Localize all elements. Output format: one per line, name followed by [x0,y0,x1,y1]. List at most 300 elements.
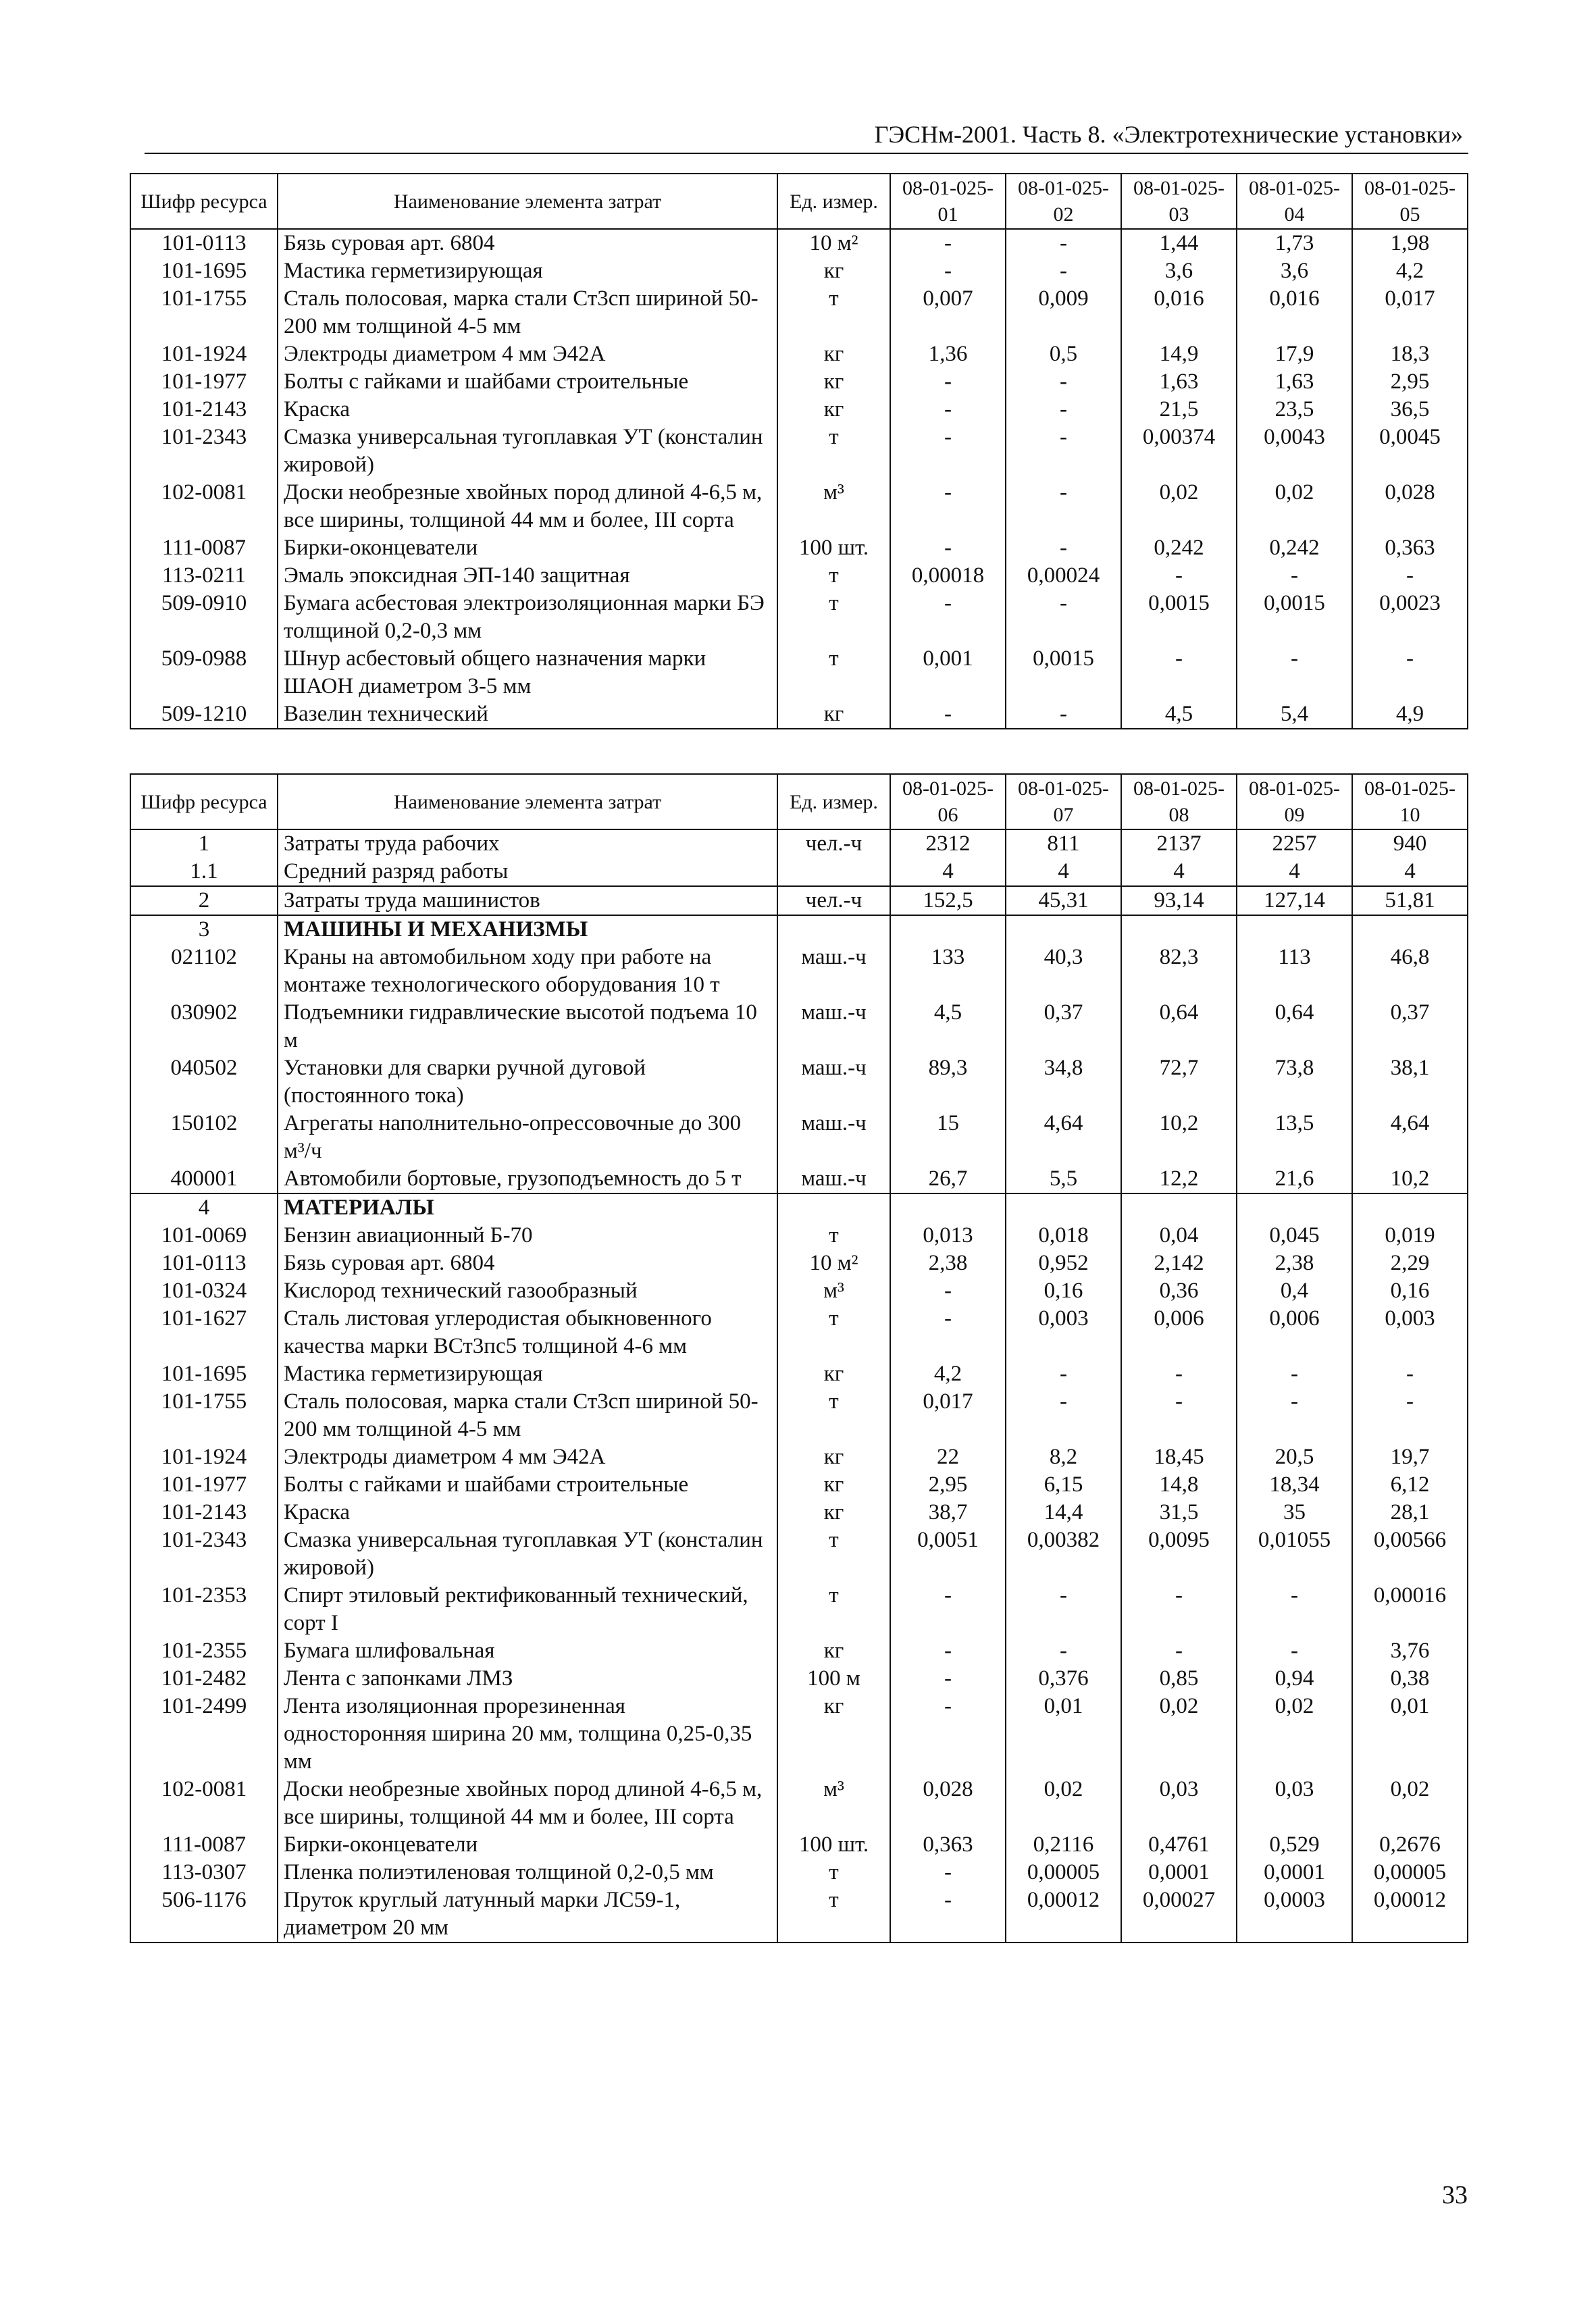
resource-name: Вазелин технический [278,700,777,729]
rate-value: 4 [890,858,1006,886]
rate-value: - [890,257,1006,285]
rate-value: 0,0015 [1237,590,1352,645]
rate-value: 1,73 [1237,229,1352,257]
table-row [130,886,1468,915]
rate-value: 93,14 [1121,886,1237,915]
resource-name: Затраты труда рабочих [278,829,777,858]
rate-value: 21,6 [1237,1165,1352,1193]
rate-value: 0,007 [890,285,1006,340]
rate-value: 2,29 [1352,1250,1468,1277]
rate-value: 18,45 [1121,1443,1237,1471]
rate-value: 0,64 [1237,999,1352,1054]
rate-value: - [1006,700,1121,729]
rate-value: - [1006,1388,1121,1443]
resource-name: Бензин авиационный Б-70 [278,1222,777,1250]
rate-value: 940 [1352,829,1468,858]
rate-value: - [890,700,1006,729]
resource-name: Электроды диаметром 4 мм Э42А [278,340,777,368]
rate-value: 10,2 [1121,1110,1237,1165]
unit: т [777,1526,890,1582]
rate-value: 0,003 [1352,1305,1468,1360]
table-row [130,1859,1468,1886]
resource-name: Кислород технический газообразный [278,1277,777,1305]
rate-value: 0,02 [1237,1693,1352,1776]
resource-name: Доски необрезные хвойных пород длиной 4-6,5 м, все ширины, толщиной 44 мм и более, III сорта [278,1776,777,1831]
rate-value [890,1193,1006,1222]
unit: т [777,1222,890,1250]
rate-value: 0,03 [1121,1776,1237,1831]
rate-value: 0,16 [1006,1277,1121,1305]
resource-name: Средний разряд работы [278,858,777,886]
rate-value: 4,64 [1006,1110,1121,1165]
resource-name: Мастика герметизирующая [278,1360,777,1388]
rate-value: 1,63 [1237,368,1352,396]
rate-value: 0,006 [1121,1305,1237,1360]
rate-value: 0,0051 [890,1526,1006,1582]
rate-value: 6,15 [1006,1471,1121,1499]
rate-value: 0,0095 [1121,1526,1237,1582]
resource-name: Сталь полосовая, марка стали Ст3сп шириной 50-200 мм толщиной 4-5 мм [278,285,777,340]
rate-value: - [890,1859,1006,1886]
unit [777,915,890,944]
rate-value: - [1237,1360,1352,1388]
rate-value: 31,5 [1121,1499,1237,1526]
rate-value: 113 [1237,944,1352,999]
resource-code: 400001 [130,1165,278,1193]
rate-value: 0,00382 [1006,1526,1121,1582]
unit: кг [777,1360,890,1388]
resource-name: Подъемники гидравлические высотой подъема 10 м [278,999,777,1054]
rate-value: 0,0043 [1237,423,1352,479]
resource-code: 150102 [130,1110,278,1165]
resource-name: Бирки-оконцеватели [278,1831,777,1859]
column-header-rate-code: 08-01-025-07 [1006,774,1121,829]
column-header-unit: Ед. измер. [777,174,890,229]
rate-value [1237,1193,1352,1222]
unit: кг [777,368,890,396]
rate-value: 14,4 [1006,1499,1121,1526]
resource-name: Автомобили бортовые, грузоподъемность до 5 т [278,1165,777,1193]
resource-name: Бирки-оконцеватели [278,534,777,562]
resource-code: 101-2355 [130,1637,278,1665]
resource-name: Пленка полиэтиленовая толщиной 0,2-0,5 мм [278,1859,777,1886]
unit: маш.-ч [777,944,890,999]
rate-value [1006,915,1121,944]
resource-code: 509-1210 [130,700,278,729]
rate-value [1352,1193,1468,1222]
rate-value: 0,0015 [1121,590,1237,645]
table-row [130,829,1468,858]
rate-value: 0,363 [1352,534,1468,562]
rate-value: - [890,1886,1006,1943]
rate-value: 2,95 [890,1471,1006,1499]
rate-value: - [1006,1360,1121,1388]
resource-name: Электроды диаметром 4 мм Э42А [278,1443,777,1471]
rate-value: - [1006,229,1121,257]
rate-value: 0,00005 [1352,1859,1468,1886]
rate-value: - [890,1637,1006,1665]
rate-value: 0,0045 [1352,423,1468,479]
rate-value: 4,9 [1352,700,1468,729]
rate-value: - [890,479,1006,534]
rate-value: 0,003 [1006,1305,1121,1360]
resource-code: 040502 [130,1054,278,1110]
column-header-rate-code: 08-01-025-10 [1352,774,1468,829]
rate-value: - [890,534,1006,562]
rate-value: 5,5 [1006,1165,1121,1193]
resource-code: 101-2499 [130,1693,278,1776]
rate-value: - [890,396,1006,423]
rate-value: 0,0001 [1237,1859,1352,1886]
rate-value: 0,019 [1352,1222,1468,1250]
rate-value: - [1121,1388,1237,1443]
rate-value: - [1121,1360,1237,1388]
resource-code: 021102 [130,944,278,999]
unit: кг [777,1499,890,1526]
rate-value: 8,2 [1006,1443,1121,1471]
resource-code: 101-1627 [130,1305,278,1360]
unit: т [777,1859,890,1886]
page-header [145,113,1468,154]
table-row [130,368,1468,396]
rate-value: 0,018 [1006,1222,1121,1250]
unit: т [777,1582,890,1637]
rate-value: 51,81 [1352,886,1468,915]
rate-value: - [1352,1388,1468,1443]
resource-table-1 [130,173,1468,729]
rate-value: 0,64 [1121,999,1237,1054]
rate-value [1237,915,1352,944]
rate-value: - [1237,1637,1352,1665]
column-header-rate-code: 08-01-025-04 [1237,174,1352,229]
column-header-code: Шифр ресурса [130,174,278,229]
rate-value: 133 [890,944,1006,999]
rate-value: 38,1 [1352,1054,1468,1110]
rate-value: 4 [1006,858,1121,886]
rate-value: - [1352,562,1468,590]
rate-value: 12,2 [1121,1165,1237,1193]
resource-code: 101-2343 [130,1526,278,1582]
rate-value: 2,95 [1352,368,1468,396]
unit: маш.-ч [777,999,890,1054]
rate-value: 0,376 [1006,1665,1121,1693]
unit: чел.-ч [777,886,890,915]
rate-value: 4,5 [1121,700,1237,729]
rate-value: 36,5 [1352,396,1468,423]
rate-value: 28,1 [1352,1499,1468,1526]
rate-value: 35 [1237,1499,1352,1526]
resource-code: 101-2343 [130,423,278,479]
rate-value: 0,38 [1352,1665,1468,1693]
resource-code: 101-0069 [130,1222,278,1250]
rate-value: 14,9 [1121,340,1237,368]
unit: 10 м² [777,229,890,257]
resource-name: Мастика герметизирующая [278,257,777,285]
resource-code: 1 [130,829,278,858]
rate-value: - [890,1305,1006,1360]
resource-name: Краска [278,396,777,423]
rate-value: 0,0023 [1352,590,1468,645]
resource-name: Пруток круглый латунный марки ЛС59-1, диаметром 20 мм [278,1886,777,1943]
rate-value: 0,01 [1006,1693,1121,1776]
resource-code: 509-0910 [130,590,278,645]
unit: т [777,285,890,340]
column-header-rate-code: 08-01-025-01 [890,174,1006,229]
rate-value: - [1006,368,1121,396]
rate-value: 73,8 [1237,1054,1352,1110]
rate-value: - [1006,590,1121,645]
rate-value: 0,36 [1121,1277,1237,1305]
rate-value: 26,7 [890,1165,1006,1193]
unit: кг [777,257,890,285]
resource-code: 101-1977 [130,368,278,396]
table-row [130,1582,1468,1637]
table-row [130,1776,1468,1831]
rate-value: 0,017 [1352,285,1468,340]
rate-value: 10,2 [1352,1165,1468,1193]
rate-value: 0,363 [890,1831,1006,1859]
rate-value: - [1237,1388,1352,1443]
rate-value: 0,02 [1121,1693,1237,1776]
rate-value: 0,5 [1006,340,1121,368]
resource-code: 113-0307 [130,1859,278,1886]
resource-code: 101-1924 [130,1443,278,1471]
rate-value: 19,7 [1352,1443,1468,1471]
unit: маш.-ч [777,1054,890,1110]
table-row [130,534,1468,562]
rate-value: 40,3 [1006,944,1121,999]
table-row [130,944,1468,999]
rate-value: 0,2676 [1352,1831,1468,1859]
rate-value: - [1237,562,1352,590]
rate-value: 0,4 [1237,1277,1352,1305]
table-row [130,1443,1468,1471]
table-row [130,285,1468,340]
rate-value: 152,5 [890,886,1006,915]
rate-value: 0,85 [1121,1665,1237,1693]
rate-value: 1,36 [890,340,1006,368]
rate-value: 0,37 [1352,999,1468,1054]
table-row [130,590,1468,645]
rate-value: 2,38 [890,1250,1006,1277]
rate-value: 0,0003 [1237,1886,1352,1943]
rate-value: 0,04 [1121,1222,1237,1250]
unit: кг [777,340,890,368]
page-header-title: ГЭСНм-2001. Часть 8. «Электротехнические установки» [874,121,1463,148]
table-row [130,1693,1468,1776]
rate-value: 811 [1006,829,1121,858]
rate-value: 127,14 [1237,886,1352,915]
unit: м³ [777,1776,890,1831]
unit: 100 м [777,1665,890,1693]
unit: т [777,562,890,590]
rate-value: 0,00374 [1121,423,1237,479]
resource-code: 101-1695 [130,257,278,285]
resource-code: 101-1695 [130,1360,278,1388]
unit: т [777,423,890,479]
table-row [130,1222,1468,1250]
rate-value: 0,2116 [1006,1831,1121,1859]
resource-code: 111-0087 [130,1831,278,1859]
rate-value: - [1006,1637,1121,1665]
resource-name: Краска [278,1499,777,1526]
rate-value: - [1006,257,1121,285]
rate-value: 0,013 [890,1222,1006,1250]
unit: чел.-ч [777,829,890,858]
table-row [130,257,1468,285]
resource-code: 113-0211 [130,562,278,590]
table-row [130,1665,1468,1693]
rate-value: 1,44 [1121,229,1237,257]
rate-value: 0,00024 [1006,562,1121,590]
unit: 100 шт. [777,534,890,562]
rate-value: - [890,1277,1006,1305]
table-row [130,1499,1468,1526]
rate-value: 0,00016 [1352,1582,1468,1637]
resource-code: 2 [130,886,278,915]
unit: т [777,1388,890,1443]
table-row [130,479,1468,534]
table-row [130,340,1468,368]
resource-name: МАТЕРИАЛЫ [278,1193,777,1222]
resource-code: 101-1755 [130,1388,278,1443]
rate-value: - [1006,423,1121,479]
rate-value: 0,4761 [1121,1831,1237,1859]
rate-value: 0,0001 [1121,1859,1237,1886]
resource-name: Бумага асбестовая электроизоляционная марки БЭ толщиной 0,2-0,3 мм [278,590,777,645]
rate-value: - [1121,1637,1237,1665]
rate-value: 3,6 [1237,257,1352,285]
resource-name: Бязь суровая арт. 6804 [278,229,777,257]
rate-value: 4,64 [1352,1110,1468,1165]
unit: кг [777,1443,890,1471]
rate-value: 38,7 [890,1499,1006,1526]
rate-value: 2137 [1121,829,1237,858]
rate-value: 0,016 [1121,285,1237,340]
table-row [130,1886,1468,1943]
table-row [130,1054,1468,1110]
rate-value: 2,38 [1237,1250,1352,1277]
rate-value [1121,915,1237,944]
table-row [130,1831,1468,1859]
resource-name: Бумага шлифовальная [278,1637,777,1665]
table-row [130,858,1468,886]
resource-name: Установки для сварки ручной дуговой (постоянного тока) [278,1054,777,1110]
table-row [130,645,1468,700]
rate-value: - [1237,1582,1352,1637]
rate-value: - [1121,562,1237,590]
table-row [130,423,1468,479]
resource-name: Шнур асбестовый общего назначения марки ШАОН диаметром 3-5 мм [278,645,777,700]
rate-value: 0,02 [1006,1776,1121,1831]
rate-value: 20,5 [1237,1443,1352,1471]
table-row [130,229,1468,257]
unit: м³ [777,1277,890,1305]
rate-value: 0,016 [1237,285,1352,340]
unit: кг [777,1637,890,1665]
resource-name: Смазка универсальная тугоплавкая УТ (консталин жировой) [278,1526,777,1582]
rate-value: 4 [1237,858,1352,886]
column-header-rate-code: 08-01-025-05 [1352,174,1468,229]
resource-code: 101-1977 [130,1471,278,1499]
rate-value: 3,6 [1121,257,1237,285]
table-row [130,1526,1468,1582]
rate-value: 0,00566 [1352,1526,1468,1582]
column-header-unit: Ед. измер. [777,774,890,829]
section-row [130,915,1468,944]
rate-value: 0,00012 [1006,1886,1121,1943]
rate-value: 4,5 [890,999,1006,1054]
unit [777,1193,890,1222]
resource-name: Лента изоляционная прорезиненная односторонняя ширина 20 мм, толщина 0,25-0,35 мм [278,1693,777,1776]
table-row [130,1110,1468,1165]
rate-value: 2312 [890,829,1006,858]
rate-value: 0,00027 [1121,1886,1237,1943]
rate-value: 0,045 [1237,1222,1352,1250]
unit: маш.-ч [777,1110,890,1165]
resource-code: 101-0113 [130,229,278,257]
unit: т [777,645,890,700]
rate-value: 2257 [1237,829,1352,858]
page-number: 33 [1442,2181,1468,2209]
resource-name: МАШИНЫ И МЕХАНИЗМЫ [278,915,777,944]
resource-code: 1.1 [130,858,278,886]
resource-code: 102-0081 [130,1776,278,1831]
rate-value: 0,952 [1006,1250,1121,1277]
resource-name: Агрегаты наполнительно-опрессовочные до 300 м³/ч [278,1110,777,1165]
rate-value: 0,02 [1352,1776,1468,1831]
column-header-rate-code: 08-01-025-08 [1121,774,1237,829]
rate-value: - [1006,534,1121,562]
rate-value: 0,242 [1121,534,1237,562]
resource-code: 101-2143 [130,396,278,423]
table-row [130,1471,1468,1499]
rate-value: - [890,368,1006,396]
rate-value: 0,529 [1237,1831,1352,1859]
resource-table-2 [130,773,1468,1943]
rate-value: 21,5 [1121,396,1237,423]
rate-value: 72,7 [1121,1054,1237,1110]
resource-name: Краны на автомобильном ходу при работе на монтаже технологического оборудования 10 т [278,944,777,999]
rate-value: 14,8 [1121,1471,1237,1499]
rate-value: 2,142 [1121,1250,1237,1277]
column-header-rate-code: 08-01-025-09 [1237,774,1352,829]
resource-name: Спирт этиловый ректификованный технический, сорт I [278,1582,777,1637]
resource-code: 101-1755 [130,285,278,340]
column-header-code: Шифр ресурса [130,774,278,829]
rate-value: 5,4 [1237,700,1352,729]
resource-code: 101-2482 [130,1665,278,1693]
resource-code: 102-0081 [130,479,278,534]
rate-value: - [890,590,1006,645]
rate-value: 0,16 [1352,1277,1468,1305]
table-row [130,396,1468,423]
rate-value: 0,242 [1237,534,1352,562]
column-header-rate-code: 08-01-025-02 [1006,174,1121,229]
resource-name: Болты с гайками и шайбами строительные [278,1471,777,1499]
rate-value: 0,02 [1121,479,1237,534]
rate-value: 17,9 [1237,340,1352,368]
rate-value: - [890,1665,1006,1693]
rate-value: - [1352,1360,1468,1388]
table-row [130,1360,1468,1388]
rate-value: 0,37 [1006,999,1121,1054]
resource-code: 111-0087 [130,534,278,562]
unit: маш.-ч [777,1165,890,1193]
resource-name: Сталь листовая углеродистая обыкновенного качества марки ВСт3пс5 толщиной 4-6 мм [278,1305,777,1360]
rate-value: 0,028 [1352,479,1468,534]
unit: кг [777,1471,890,1499]
